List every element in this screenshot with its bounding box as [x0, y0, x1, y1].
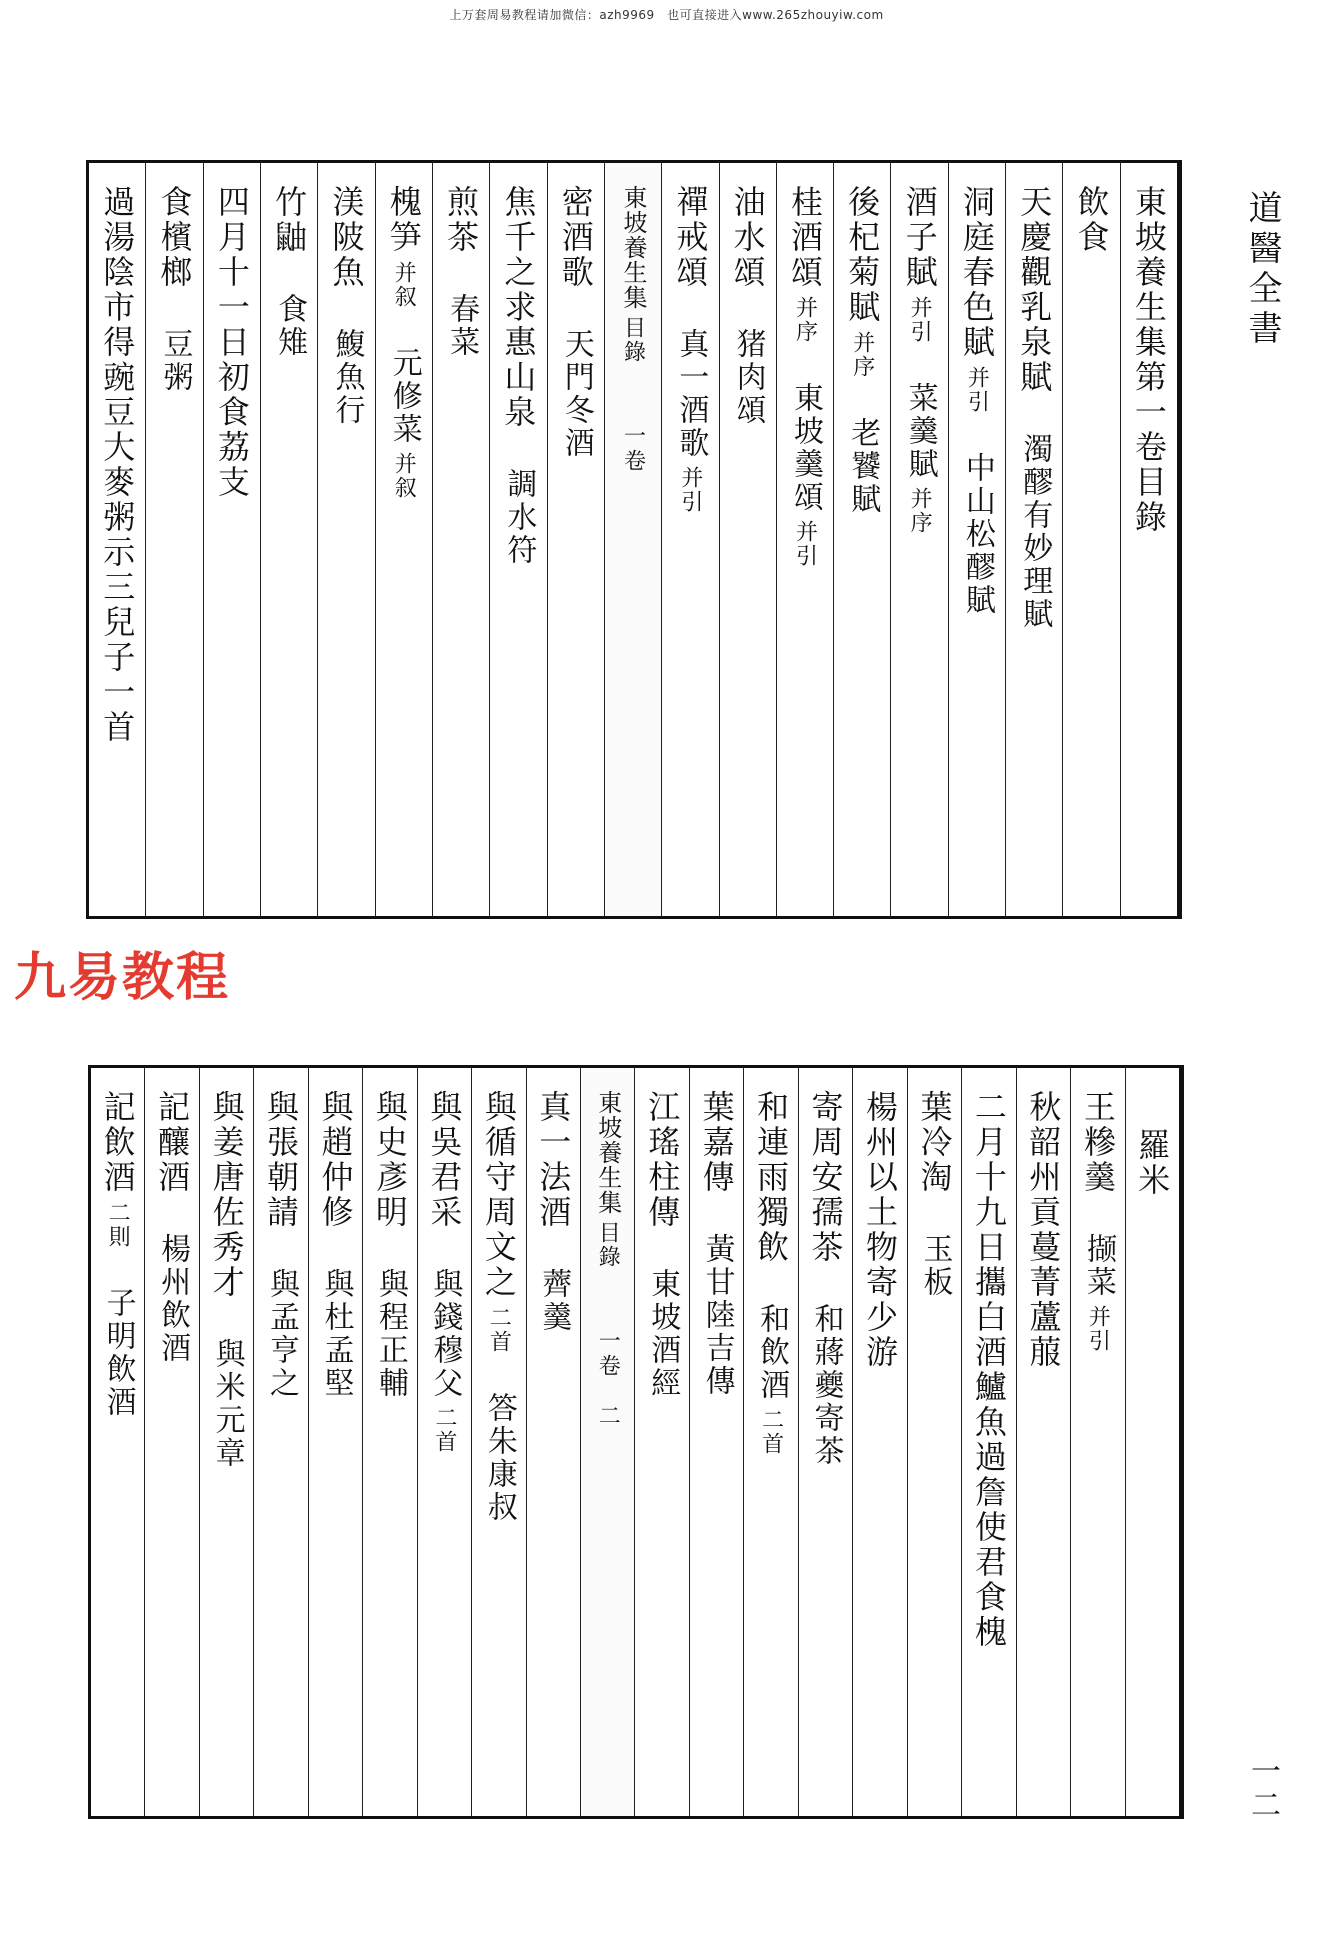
text-column [689, 1068, 743, 1816]
column-main-text: 油水頌 [728, 185, 767, 290]
column-note: 并叙 [391, 261, 417, 309]
column-second-entry: 豆粥 [157, 328, 193, 394]
column-note: 并引 [964, 366, 990, 414]
column-second-entry: 與孟亨之 [264, 1268, 300, 1400]
text-column [833, 163, 890, 916]
column-main-text: 寄周安孺茶 [806, 1090, 845, 1265]
column-second-note: 并引 [677, 466, 703, 514]
column-second-note: 并叙 [391, 452, 417, 500]
column-main-text: 東坡養生集第一卷目錄 [1129, 185, 1168, 535]
text-column [417, 1068, 471, 1816]
text-column [907, 1068, 961, 1816]
column-second-entry: 猪肉頌 [730, 328, 766, 427]
text-column [199, 1068, 253, 1816]
text-column [852, 1068, 906, 1816]
text-column [362, 1068, 416, 1816]
column-note: 二則 [105, 1201, 131, 1249]
column-main-text: 渼陂魚 [327, 185, 366, 290]
column-second-entry: 鰒魚行 [329, 328, 365, 427]
column-main-text: 真一法酒 [534, 1090, 573, 1230]
text-column [317, 163, 374, 916]
text-column [547, 163, 604, 916]
column-main-text: 二月十九日攜白酒鱸魚過詹使君食槐 [969, 1090, 1008, 1650]
column-second-entry: 真一酒歌 [673, 328, 709, 460]
page-number-side: 一二 [1245, 1755, 1280, 1823]
column-main-text: 竹鼬 [270, 185, 309, 255]
text-column [308, 1068, 362, 1816]
column-second-entry: 菜羹賦 [902, 382, 938, 481]
column-main-text: 與趙仲修 [316, 1090, 355, 1230]
column-note: 目錄 [620, 316, 646, 364]
column-main-text: 記飲酒 [98, 1090, 137, 1195]
column-main-text: 和連雨獨飲 [752, 1090, 791, 1265]
column-second-entry: 子明飲酒 [100, 1287, 136, 1419]
text-column [1070, 1068, 1124, 1816]
column-main-text: 過湯陰市得豌豆大麥粥示三兒子一首 [98, 185, 137, 745]
column-main-text: 記釀酒 [153, 1090, 192, 1195]
text-column [203, 163, 260, 916]
column-main-text: 與吳君采 [425, 1090, 464, 1230]
bottom-page-columns [91, 1068, 1179, 1816]
text-column [1120, 163, 1177, 916]
column-main-text: 東坡養生集 [619, 185, 648, 310]
column-main-text: 葉冷淘 [915, 1090, 954, 1195]
column-second-entry: 答朱康叔 [481, 1392, 517, 1524]
column-note: 并序 [849, 331, 875, 379]
column-second-entry: 一卷 二 [595, 1329, 621, 1429]
text-column [375, 163, 432, 916]
text-column [91, 1068, 144, 1816]
text-column [1125, 1068, 1179, 1816]
column-second-entry: 食雉 [272, 293, 308, 359]
column-second-entry: 一卷 [620, 424, 646, 474]
column-note: 并引 [907, 296, 933, 344]
column-second-entry: 東坡酒經 [645, 1268, 681, 1400]
column-main-text: 東坡養生集 [593, 1090, 622, 1215]
fold-column [604, 163, 661, 916]
column-second-entry: 和飲酒 [754, 1303, 790, 1402]
top-page-columns [89, 163, 1177, 916]
column-main-text: 天慶觀乳泉賦 [1015, 185, 1054, 395]
text-column [961, 1068, 1015, 1816]
column-second-entry: 薺羹 [536, 1268, 572, 1334]
column-second-note: 并序 [907, 487, 933, 535]
column-main-text: 與張朝請 [262, 1090, 301, 1230]
column-main-text: 四月十一日初食荔支 [212, 185, 251, 500]
column-main-text: 羅米 [1133, 1128, 1172, 1198]
top-page-frame [86, 160, 1182, 919]
text-column [489, 163, 546, 916]
column-second-entry: 老饕賦 [845, 417, 881, 516]
text-column [798, 1068, 852, 1816]
text-column [144, 1068, 198, 1816]
text-column [260, 163, 317, 916]
text-column [1016, 1068, 1070, 1816]
column-second-entry: 東坡羹頌 [787, 382, 823, 514]
column-main-text: 禪戒頌 [671, 185, 710, 290]
text-column [743, 1068, 797, 1816]
text-column [634, 1068, 688, 1816]
column-second-entry: 撷菜 [1080, 1233, 1116, 1299]
text-column [253, 1068, 307, 1816]
column-main-text: 飲食 [1072, 185, 1111, 255]
brand-logo-text: 九易教程 [14, 948, 231, 1008]
text-column [1005, 163, 1062, 916]
column-main-text: 秋韶州貢蔓菁蘆菔 [1024, 1090, 1063, 1370]
column-note: 目錄 [595, 1221, 621, 1269]
column-main-text: 與循守周文之 [479, 1090, 518, 1300]
column-second-entry: 與錢穆父 [427, 1268, 463, 1400]
column-note: 并序 [792, 296, 818, 344]
column-second-entry: 和蔣夔寄茶 [808, 1303, 844, 1468]
column-main-text: 葉嘉傳 [697, 1090, 736, 1195]
text-column [890, 163, 947, 916]
column-second-entry: 調水符 [501, 468, 537, 567]
bottom-page-frame [88, 1065, 1184, 1819]
text-column [776, 163, 833, 916]
column-main-text: 焦千之求惠山泉 [499, 185, 538, 430]
column-second-entry: 天門冬酒 [558, 328, 594, 460]
column-second-note: 二首 [431, 1406, 457, 1454]
column-second-note: 并引 [792, 520, 818, 568]
column-main-text: 煎茶 [442, 185, 481, 255]
text-column [89, 163, 145, 916]
column-main-text: 與姜唐佐秀才 [207, 1090, 246, 1300]
column-main-text: 江瑤柱傳 [643, 1090, 682, 1230]
column-main-text: 密酒歌 [556, 185, 595, 290]
text-column [432, 163, 489, 916]
column-main-text: 王糝羹 [1078, 1090, 1117, 1195]
column-second-entry: 春菜 [444, 293, 480, 359]
column-main-text: 楊州以土物寄少游 [861, 1090, 899, 1370]
column-note: 二首 [486, 1306, 512, 1354]
column-second-entry: 玉板 [917, 1233, 953, 1299]
column-second-entry: 濁醪有妙理賦 [1017, 433, 1053, 631]
column-main-text: 洞庭春色賦 [957, 185, 996, 360]
column-second-entry: 中山松醪賦 [959, 452, 995, 617]
column-main-text: 與史彥明 [370, 1090, 409, 1230]
column-main-text: 食檳榔 [155, 185, 194, 290]
text-column [948, 163, 1005, 916]
column-main-text: 槐笋 [384, 185, 423, 255]
column-main-text: 桂酒頌 [785, 185, 824, 290]
header-watermark-text: 上万套周易教程请加微信：azh9969 也可直接进入www.265zhouyiw.com [449, 8, 884, 22]
column-second-entry: 黃甘陸吉傳 [699, 1233, 735, 1398]
column-second-entry: 楊州飲酒 [155, 1233, 191, 1365]
column-second-entry: 與米元章 [209, 1338, 245, 1470]
text-column [526, 1068, 580, 1816]
column-second-entry: 元修菜 [386, 347, 422, 446]
fold-column [580, 1068, 634, 1816]
book-title-side: 道醫全書 [1242, 190, 1282, 350]
text-column [1062, 163, 1119, 916]
column-second-entry: 與程正輔 [372, 1268, 408, 1400]
text-column [471, 1068, 525, 1816]
column-main-text: 酒子賦 [900, 185, 939, 290]
column-second-entry: 與杜孟堅 [318, 1268, 354, 1400]
column-main-text: 後杞菊賦 [843, 185, 882, 325]
text-column [661, 163, 718, 916]
column-second-note: 并引 [1085, 1305, 1111, 1353]
text-column [145, 163, 202, 916]
column-second-note: 二首 [758, 1408, 784, 1456]
text-column [719, 163, 776, 916]
